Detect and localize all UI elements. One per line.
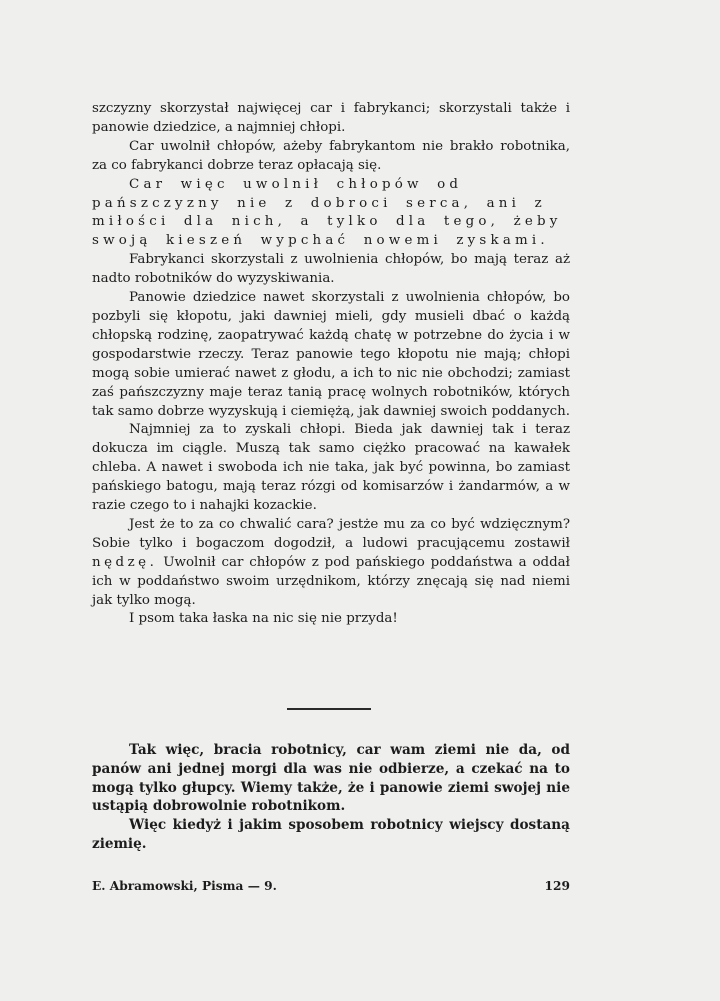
section-divider <box>287 708 371 710</box>
paragraph: Panowie dziedzice nawet skorzystali z uwolnienia chłopów, bo pozbyli się kłopotu, jaki dawniej mieli, gdy musieli dbać o każdą chłopską rodzinę, zaopatrywać każdą chatę w potrzebne do życia i w gospodarstwie rzeczy. Teraz panowie tego kłopotu nie mają; chłopi mogą sobie umierać nawet z głodu, a ich to nic nie obchodzi; zamiast zaś pańszczyzny maje teraz tanią pracę wolnych robotników, których tak samo dobrze wyzyskują i ciemiężą, jak dawniej swoich poddanych. <box>92 290 570 419</box>
page-number: 129 <box>544 879 570 893</box>
paragraph: Najmniej za to zyskali chłopi. Bieda jak dawniej tak i teraz dokucza im ciągle. Muszą tak samo ciężko pracować na kawałek chleba. A nawet i swoboda ich nie taka, jak być powinna, bo zamiast pańskiego batogu, mają teraz rózgi od komisarzów i żandarmów, a w razie czego to i nahajki kozackie. <box>92 422 570 514</box>
paragraph-text: Jest że to za co chwalić cara? jestże mu za co być wdzięcznym? Sobie tylko i bogaczom dogodził, a ludowi pracującemu zostawił <box>92 516 570 551</box>
spaced-paragraph: Car więc uwolnił chłopów od pańszczyzny nie z dobroci serca, ani z miłości dla nich, a tylko dla tego, żeby swoją kieszeń wypchać nowemi zyskami. <box>92 176 562 249</box>
paragraph: Fabrykanci skorzystali z uwolnienia chłopów, bo mają teraz aż nadto robotników do wyzyskiwania. <box>92 252 570 287</box>
page-footer <box>92 879 570 893</box>
paragraph: Więc kiedyż i jakim sposobem robotnicy wiejscy dostaną ziemię. <box>92 817 570 852</box>
emphasized-word: nędzę. <box>92 554 158 570</box>
paragraph: Car uwolnił chłopów, ażeby fabrykantom nie brakło robotnika, za co fabrykanci dobrze teraz opłacają się. <box>92 138 570 173</box>
paragraph-text: Uwolnił car chłopów z pod pańskiego poddaństwa a oddał ich w poddaństwo swoim urzędnikom, którzy znęcają się nad niemi jak tylko mogą. <box>92 554 570 608</box>
closing-text <box>92 741 570 854</box>
paragraph: I psom taka łaska na nic się nie przyda! <box>129 611 398 627</box>
paragraph <box>92 516 570 611</box>
main-text <box>92 100 570 629</box>
paragraph: szczyzny skorzystał najwięcej car i fabrykanci; skorzystali także i panowie dziedzice, a najmniej chłopi. <box>92 101 570 135</box>
footer-source: E. Abramowski, Pisma — 9. <box>92 879 277 893</box>
paragraph: Tak więc, bracia robotnicy, car wam ziemi nie da, od panów ani jednej morgi dla was nie odbierze, a czekać na to mogą tylko głupcy. Wiemy także, że i panowie ziemi swojej nie ustąpią dobrowolnie robotnikom. <box>92 742 570 815</box>
